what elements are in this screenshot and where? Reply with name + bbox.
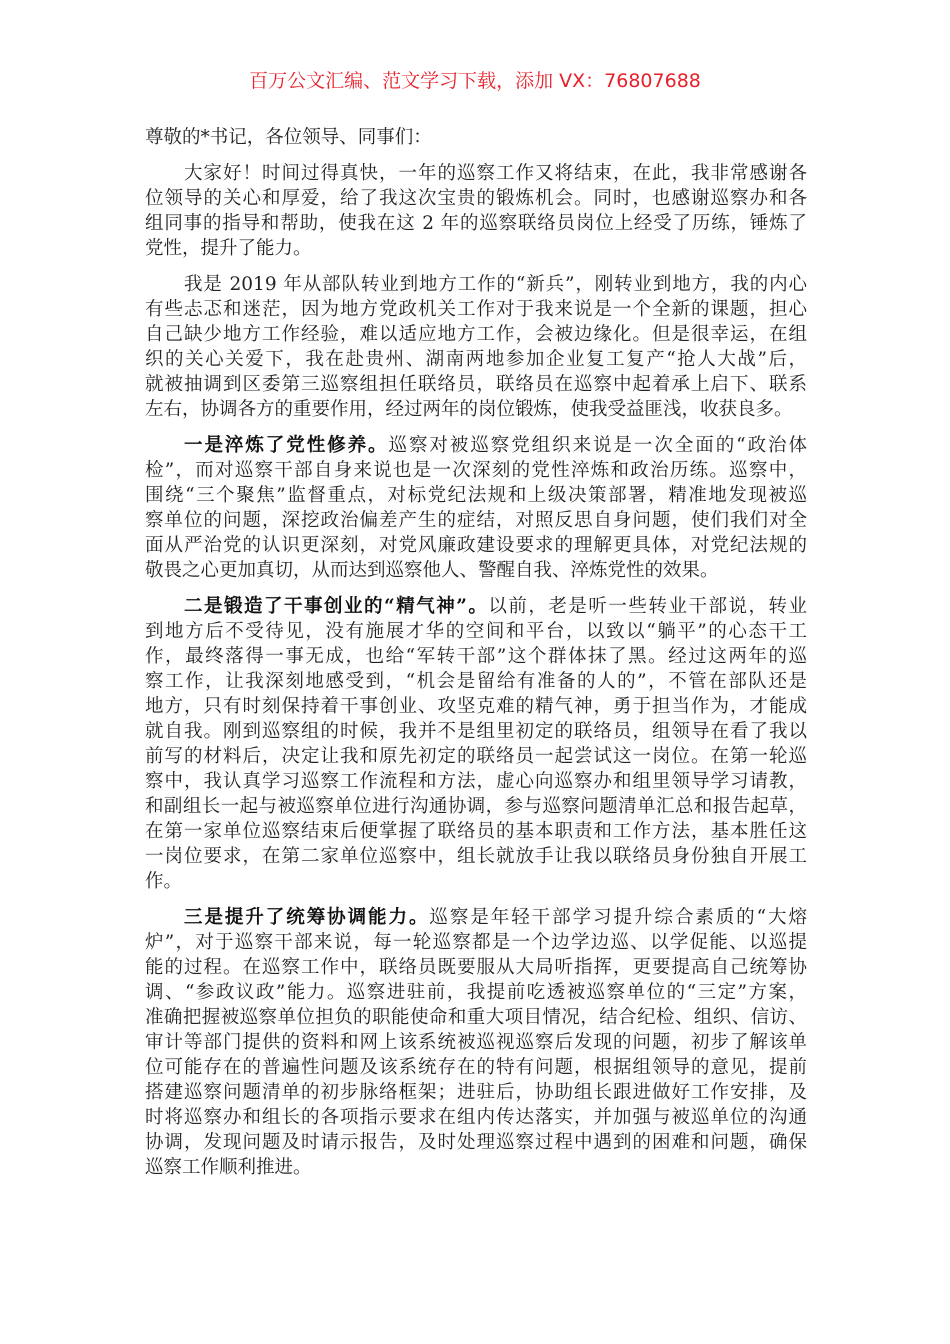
text-line (145, 236, 807, 261)
text-line (145, 458, 807, 483)
text-line (145, 433, 807, 458)
text-line (145, 819, 807, 844)
paragraph (145, 433, 807, 583)
line-text: 搭建巡察问题清单的初步脉络框架；进驻后，协助组长跟进做好工作安排，及 (145, 1082, 807, 1103)
text-line (145, 1130, 807, 1155)
line-text: 巡察工作顺利推进。 (145, 1157, 312, 1178)
line-text: 能的过程。在巡察工作中，联络员既要服从大局听指挥，更要提高自己统筹协 (145, 957, 807, 978)
text-line (145, 794, 807, 819)
line-text: 面从严治党的认识更深刻，对党风廉政建设要求的理解更具体，对党纪法规的 (145, 535, 807, 556)
line-text: 敬畏之心更加真切，从而达到巡察他人、警醒自我、淬炼党性的效果。 (145, 560, 719, 581)
line-text: 位领导的关心和厚爱，给了我这次宝贵的锻炼机会。同时，也感谢巡察办和各 (145, 188, 807, 209)
line-text: 检”，而对巡察干部自身来说也是一次深刻的党性淬炼和政治历练。巡察中， (145, 460, 807, 481)
line-text: 前写的材料后，决定让我和原先初定的联络员一起尝试这一岗位。在第一轮巡 (145, 746, 807, 767)
line-text: 调、“参政议政”能力。巡察进驻前，我提前吃透被巡察单位的“三定”方案， (145, 982, 807, 1003)
text-line (145, 297, 807, 322)
paragraph (145, 905, 807, 1180)
text-line (145, 161, 807, 186)
line-text: 大家好！时间过得真快，一年的巡察工作又将结束，在此，我非常感谢各 (184, 163, 807, 184)
text-line (145, 1030, 807, 1055)
paragraph-lead-heading: 一是淬炼了党性修养。 (184, 435, 389, 456)
text-line (145, 1055, 807, 1080)
line-text: 左右，协调各方的重要作用，经过两年的岗位锻炼，使我受益匪浅，收获良多。 (145, 399, 793, 420)
line-text: 巡察是年轻干部学习提升综合素质的“大熔 (429, 907, 807, 928)
watermark-header: 百万公文汇编、范文学习下载，添加 VX：76807688 (249, 70, 701, 92)
line-text: 准确把握被巡察单位担负的职能使命和重大项目情况，结合纪检、组织、信访、 (145, 1007, 807, 1028)
text-line (145, 211, 807, 236)
paragraph (145, 594, 807, 894)
line-text: 组同事的指导和帮助，使我在这 2 年的巡察联络员岗位上经受了历练，锤炼了 (145, 213, 807, 234)
line-text: 我是 2019 年从部队转业到地方工作的“新兵”，刚转业到地方，我的内心 (184, 274, 807, 295)
line-text: 和副组长一起与被巡察单位进行沟通协调，参与巡察问题清单汇总和报告起草， (145, 796, 807, 817)
paragraph (145, 161, 807, 261)
text-line (145, 694, 807, 719)
text-line (145, 769, 807, 794)
text-line (145, 1155, 807, 1180)
line-text: 审计等部门提供的资料和网上该系统被巡视巡察后发现的问题，初步了解该单 (145, 1032, 807, 1053)
text-line (145, 669, 807, 694)
text-line (145, 644, 807, 669)
line-text: 党性，提升了能力。 (145, 238, 312, 259)
line-text: 一岗位要求，在第二家单位巡察中，组长就放手让我以联络员身份独自开展工 (145, 846, 807, 867)
line-text: 作。 (145, 871, 183, 892)
text-line (145, 347, 807, 372)
text-line (145, 397, 807, 422)
text-line (145, 744, 807, 769)
line-text: 巡察对被巡察党组织来说是一次全面的“政治体 (388, 435, 807, 456)
line-text: 察单位的问题，深挖政治偏差产生的症结，对照反思自身问题，使们我们对全 (145, 510, 807, 531)
line-text: 以前，老是听一些转业干部说，转业 (488, 596, 807, 617)
text-line (145, 1080, 807, 1105)
text-line (145, 844, 807, 869)
text-line (145, 372, 807, 397)
text-line (145, 533, 807, 558)
text-line (145, 322, 807, 347)
paragraph-lead-heading: 三是提升了统筹协调能力。 (184, 907, 430, 928)
paragraph-lead-heading: 二是锻造了干事创业的“精气神”。 (184, 596, 489, 617)
line-text: 时将巡察办和组长的各项指示要求在组内传达落实，并加强与被巡单位的沟通 (145, 1107, 807, 1128)
text-line (145, 272, 807, 297)
text-line (145, 508, 807, 533)
line-text: 到地方后不受待见，没有施展才华的空间和平台，以致以“躺平”的心态干工 (145, 621, 807, 642)
line-text: 作，最终落得一事无成，也给“军转干部”这个群体抹了黑。经过这两年的巡 (145, 646, 807, 667)
line-text: 炉”，对于巡察干部来说，每一轮巡察都是一个边学边巡、以学促能、以巡提 (145, 932, 807, 953)
salutation: 尊敬的*书记，各位领导、同事们： (145, 127, 432, 148)
line-text: 在第一家单位巡察结束后便掌握了联络员的基本职责和工作方法，基本胜任这 (145, 821, 807, 842)
text-line (145, 980, 807, 1005)
line-text: 察工作，让我深刻地感受到，“机会是留给有准备的人的”，不管在部队还是 (145, 671, 807, 692)
text-line (145, 558, 807, 583)
text-line (145, 930, 807, 955)
paragraph (145, 272, 807, 422)
line-text: 就被抽调到区委第三巡察组担任联络员，联络员在巡察中起着承上启下、联系 (145, 374, 807, 395)
line-text: 位可能存在的普遍性问题及该系统存在的特有问题，根据组领导的意见，提前 (145, 1057, 807, 1078)
text-line (145, 955, 807, 980)
text-line (145, 869, 807, 894)
line-text: 地方，只有时刻保持着干事创业、攻坚克难的精气神，勇于担当作为，才能成 (145, 696, 807, 717)
line-text: 围绕“三个聚焦”监督重点，对标党纪法规和上级决策部署，精准地发现被巡 (145, 485, 807, 506)
text-line (145, 719, 807, 744)
line-text: 有些忐忑和迷茫，因为地方党政机关工作对于我来说是一个全新的课题，担心 (145, 299, 807, 320)
text-line (145, 1005, 807, 1030)
line-text: 自己缺少地方工作经验，难以适应地方工作，会被边缘化。但是很幸运，在组 (145, 324, 807, 345)
paragraph-container (145, 161, 807, 1180)
text-line (145, 594, 807, 619)
text-line (145, 905, 807, 930)
text-line (145, 186, 807, 211)
document-body (145, 125, 807, 1180)
text-line (145, 483, 807, 508)
line-text: 协调，发现问题及时请示报告，及时处理巡察过程中遇到的困难和问题，确保 (145, 1132, 807, 1153)
text-line (145, 1105, 807, 1130)
line-text: 就自我。刚到巡察组的时候，我并不是组里初定的联络员，组领导在看了我以 (145, 721, 807, 742)
line-text: 织的关心关爱下，我在赴贵州、湖南两地参加企业复工复产“抢人大战”后， (145, 349, 807, 370)
line-text: 察中，我认真学习巡察工作流程和方法，虚心向巡察办和组里领导学习请教， (145, 771, 807, 792)
text-line (145, 619, 807, 644)
